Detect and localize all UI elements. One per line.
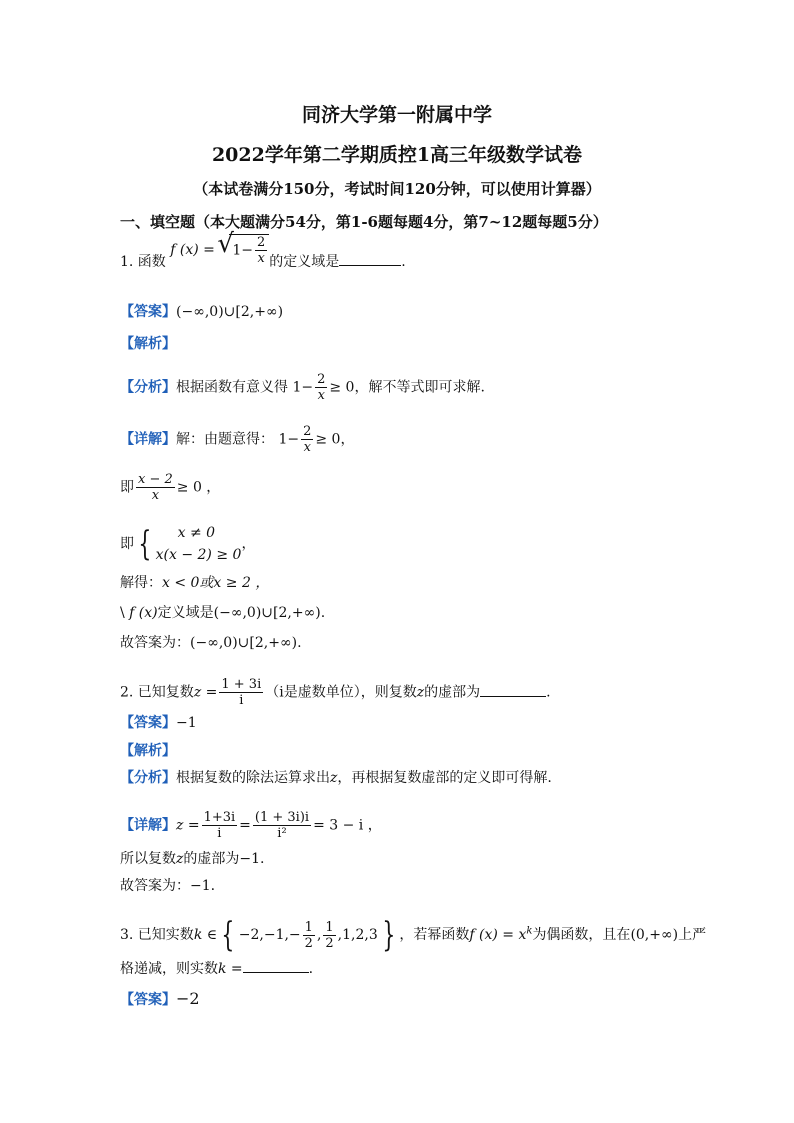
q2-conclusion: 所以复数z的虚部为−1.	[120, 851, 265, 867]
q2-answer: 【答案】−1	[120, 715, 197, 731]
q1-step3: 解得：x < 0或x ≥ 2 ，	[120, 575, 270, 591]
q1-stem: 1. 函数 f (x) = √ 1− $\frac{2}{x}$ 的定义域是 .	[120, 246, 406, 278]
answer-blank	[243, 960, 309, 973]
q2-detail: 【详解】z = $\frac{1+3i}{i}$ = $\frac{(1 + 3i)i}{\text{i²}}$ = 3 − i ，	[120, 810, 382, 841]
q2-fenxi: 【分析】根据复数的除法运算求出z，再根据复数虚部的定义即可得解.	[120, 770, 552, 786]
q3-answer: 【答案】−2	[120, 989, 200, 1008]
q1-step2: 即 { x ≠ 0 x(x − 2) ≥ 0 ，	[120, 524, 256, 564]
exam-title: 2022学年第二学期质控1高三年级数学试卷	[211, 144, 583, 166]
q1-analysis-heading: 【解析】	[120, 336, 176, 352]
q1-step1: 即 $\frac{x - 2}{x}$ ≥ 0 ，	[120, 472, 221, 503]
exam-note: （本试卷满分150分，考试时间120分钟，可以使用计算器）	[193, 180, 601, 198]
answer-blank	[480, 684, 546, 697]
q1-final: 故答案为：(−∞,0)∪[2,+∞).	[120, 635, 302, 651]
q1-step4: \ f (x)定义域是(−∞,0)∪[2,+∞).	[120, 605, 326, 621]
section-heading: 一、填空题（本大题满分54分，第1-6题每题4分，第7~12题每题5分）	[120, 213, 608, 231]
q3-stem-line1: 3. 已知实数k ∈ { −2,−1,− $\frac{1}{2}$ , $\frac{1}{2}$ ,1,2,3 } ，若幂函数f $(x) = x^k$为偶函数，且在(0,+∞)上严	[120, 915, 707, 955]
answer-blank	[339, 253, 401, 266]
q2-analysis-heading: 【解析】	[120, 743, 176, 759]
q2-stem: 2. 已知复数z = $\frac{1 + 3i}{i}$ （i是虚数单位），则复数z的虚部为 .	[120, 677, 551, 708]
sqrt-expression: √ 1− $\frac{2}{x}$	[229, 234, 269, 266]
q3-stem-line2: 格递减，则实数k = .	[120, 961, 314, 977]
q1-answer: 【答案】(−∞,0)∪[2,+∞)	[120, 304, 284, 320]
school-name: 同济大学第一附属中学	[301, 104, 492, 126]
q1-detail: 【详解】解：由题意得： 1− $\frac{2}{x}$ ≥ 0，	[120, 424, 355, 455]
q2-final: 故答案为：−1.	[120, 878, 216, 894]
q1-fenxi: 【分析】根据函数有意义得 1− $\frac{2}{x}$ ≥ 0，解不等式即可求解.	[120, 372, 485, 403]
